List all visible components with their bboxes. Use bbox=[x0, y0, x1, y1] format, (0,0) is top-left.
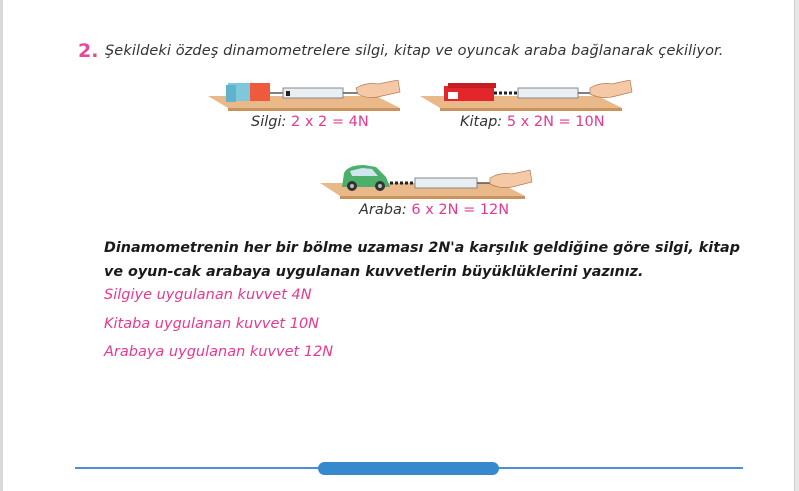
footer-pill-decoration bbox=[318, 462, 499, 475]
page-left-edge bbox=[0, 0, 3, 491]
car-caption: Araba: 6 x 2N = 12N bbox=[359, 202, 510, 218]
answer-eraser: Silgiye uygulanan kuvvet 4N bbox=[104, 287, 312, 303]
question-number: 2. bbox=[78, 40, 99, 62]
car-dynamometer-figure bbox=[320, 163, 535, 201]
book-caption: Kitap: 5 x 2N = 10N bbox=[460, 114, 605, 130]
eraser-caption: Silgi: 2 x 2 = 4N bbox=[251, 114, 369, 130]
eraser-dynamometer-figure bbox=[208, 80, 408, 112]
question-text: Şekildeki özdeş dinamometrelere silgi, kitap ve oyuncak araba bağlanarak çekiliyor. bbox=[105, 43, 724, 59]
book-dynamometer-figure bbox=[420, 80, 635, 112]
answer-car: Arabaya uygulanan kuvvet 12N bbox=[104, 344, 334, 360]
answer-book: Kitaba uygulanan kuvvet 10N bbox=[104, 316, 320, 332]
instruction-text: Dinamometrenin her bir bölme uzaması 2N'a karşılık geldiğine göre silgi, kitap ve oyun-cak arabaya uygulanan kuvvetlerin büyüklüklerini yazınız. bbox=[104, 240, 740, 280]
page-scrollbar[interactable] bbox=[794, 0, 799, 491]
